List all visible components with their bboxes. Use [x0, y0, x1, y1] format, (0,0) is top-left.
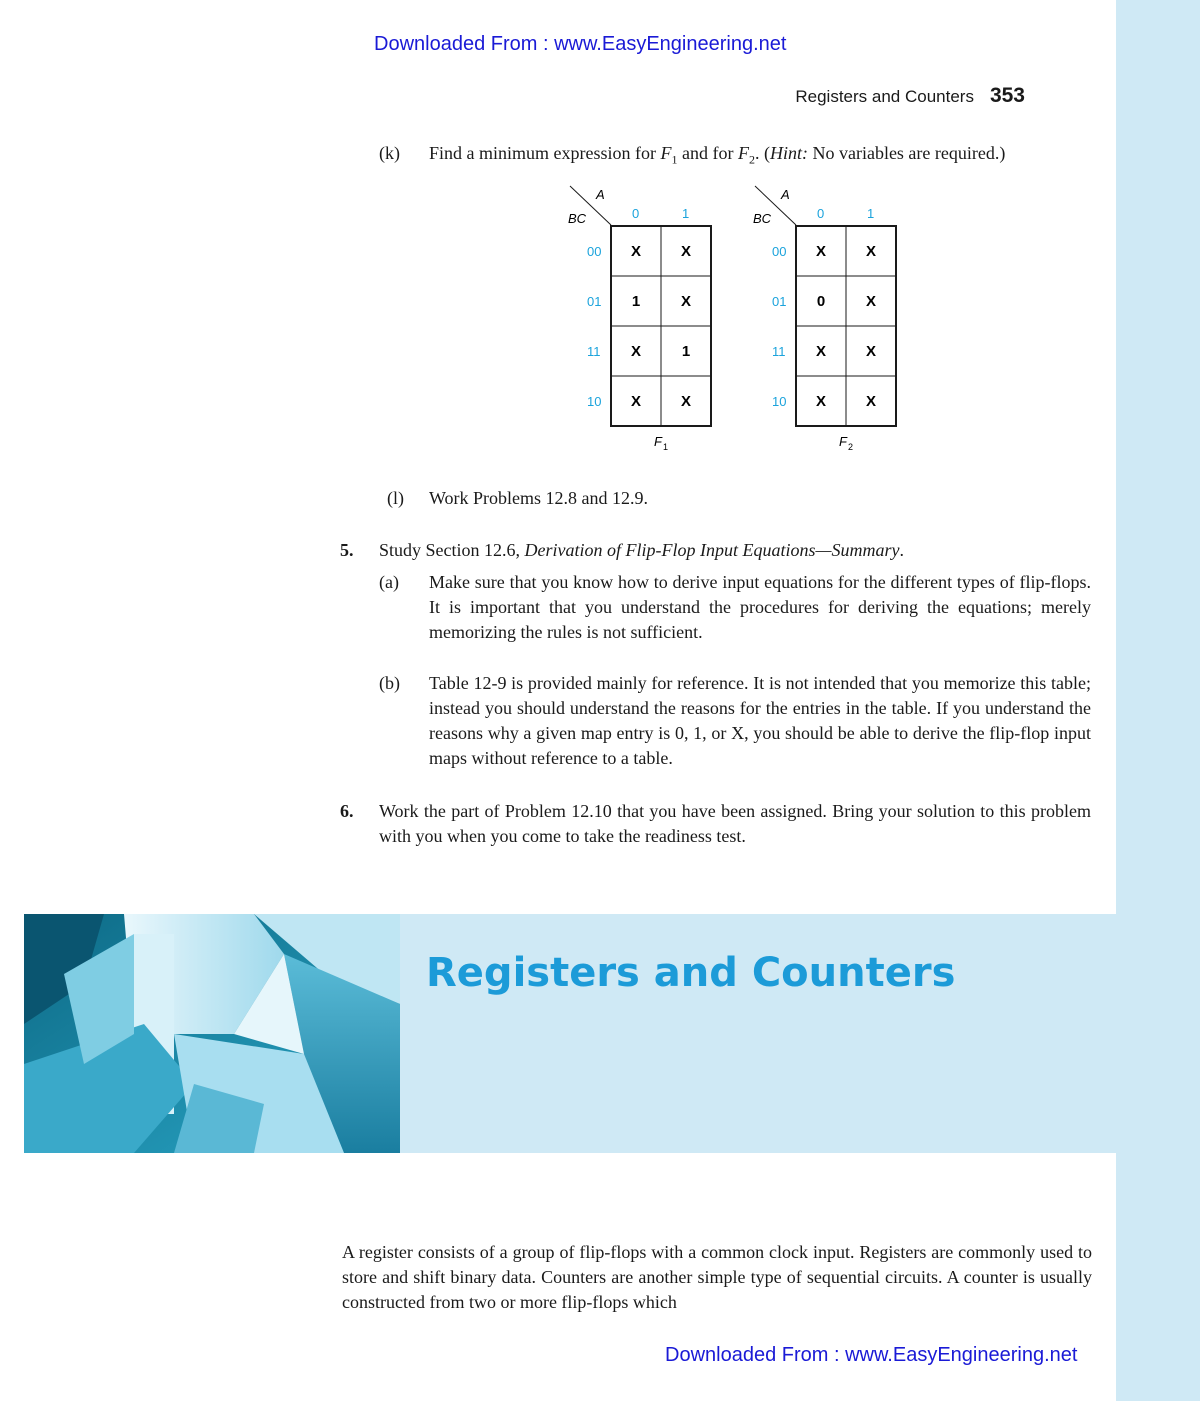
- kmap-f1-cell: X: [680, 393, 692, 410]
- kmap-f1: [568, 186, 711, 452]
- kmap-f1-row-10: 10: [587, 394, 602, 409]
- kmap-f2-row-01: 01: [772, 294, 787, 309]
- kmap-f2-cell: X: [865, 343, 877, 360]
- kmap-f1-col-var: A: [596, 187, 605, 202]
- chapter-art-graphic: [24, 914, 400, 1153]
- intro-paragraph: A register consists of a group of flip-flops with a common clock input. Registers are commonly used to store and shift binary data. Counters are another simple type of sequential circuits. A counter is usually constructed from two or more flip-flops which: [342, 1242, 1092, 1312]
- kmap-f1-cell: X: [630, 243, 642, 260]
- running-head: [795, 84, 1025, 108]
- kmap-f1-name-sub: 1: [663, 442, 669, 452]
- item-5b-text: Table 12-9 is provided mainly for reference. It is not intended that you memorize this table; instead you should understand the reasons for the entries in the table. If you understand the reasons why a given map entry is 0, 1, or X, you should be able to derive the flip-flop input maps without reference to a table.: [429, 673, 1091, 768]
- kmap-f2-cell: X: [865, 293, 877, 310]
- item-5-number: 5.: [340, 540, 354, 560]
- kmap-f2-cell: X: [865, 243, 877, 260]
- kmap-f1-name: F: [654, 434, 662, 449]
- item-5-text: Study Section 12.6, Derivation of Flip-Flop Input Equations—Summary.: [379, 540, 904, 560]
- item-5a-text: Make sure that you know how to derive input equations for the different types of flip-flops. It is important that you understand the procedures for deriving the equations; merely memorizing the rules is not sufficient.: [429, 572, 1091, 642]
- chapter-art: [24, 914, 400, 1153]
- kmap-f2-cell: X: [815, 393, 827, 410]
- kmap-f2-col-0: 0: [817, 206, 825, 221]
- kmap-f2-cell: X: [815, 243, 827, 260]
- chapter-title: Registers and Counters: [426, 950, 956, 996]
- kmap-f2-row-10: 10: [772, 394, 787, 409]
- kmap-f2-cell: X: [865, 393, 877, 410]
- kmap-f1-cell: 1: [681, 343, 691, 360]
- kmap-f2-row-00: 00: [772, 244, 787, 259]
- item-6-text: Work the part of Problem 12.10 that you have been assigned. Bring your solution to this problem with you when you come to take the readiness test.: [379, 801, 1091, 846]
- kmap-f2-row-var: BC: [753, 211, 772, 226]
- item-6-number: 6.: [340, 801, 354, 821]
- kmap-f1-cell: X: [680, 243, 692, 260]
- page-number: 353: [989, 84, 1025, 107]
- item-6: [340, 799, 1100, 859]
- kmap-f1-row-01: 01: [587, 294, 602, 309]
- kmap-f2-cell: 0: [816, 293, 826, 310]
- kmaps-figure: [540, 180, 920, 460]
- section-title: Derivation of Flip-Flop Input Equations—Summary: [524, 540, 900, 560]
- kmap-f2-cell: X: [815, 343, 827, 360]
- item-k: [379, 141, 1099, 167]
- footer-download-link[interactable]: Downloaded From : www.EasyEngineering.net: [665, 1344, 1078, 1366]
- item-5a-label: (a): [379, 572, 399, 592]
- kmap-f2: [753, 186, 896, 452]
- item-l-label: (l): [387, 488, 404, 508]
- kmap-f1-cell: 1: [631, 293, 641, 310]
- item-l: [379, 486, 1099, 512]
- item-k-label: (k): [379, 143, 400, 163]
- kmap-f1-row-var: BC: [568, 211, 587, 226]
- kmap-f1-row-00: 00: [587, 244, 602, 259]
- kmap-f2-name: F: [839, 434, 847, 449]
- kmap-f1-cell: X: [680, 293, 692, 310]
- item-l-text: Work Problems 12.8 and 12.9.: [429, 488, 649, 508]
- kmap-f1-cell: X: [630, 343, 642, 360]
- kmap-f1-cell: X: [630, 393, 642, 410]
- kmap-f1-col-0: 0: [632, 206, 640, 221]
- header-download-link[interactable]: Downloaded From : www.EasyEngineering.net: [374, 33, 787, 55]
- kmap-f2-row-11: 11: [772, 344, 786, 359]
- kmap-f1-col-1: 1: [682, 206, 690, 221]
- running-title: Registers and Counters: [795, 87, 974, 106]
- kmap-f2-col-var: A: [781, 187, 790, 202]
- kmap-f1-row-11: 11: [587, 344, 601, 359]
- kmap-f2-name-sub: 2: [848, 442, 854, 452]
- side-color-band: [1116, 0, 1200, 1401]
- item-5: [340, 538, 1100, 768]
- kmap-f2-col-1: 1: [867, 206, 875, 221]
- item-5b-label: (b): [379, 673, 400, 693]
- item-k-text: Find a minimum expression for $F_1$ and for $F_2$. (Hint: No variables are required.): [429, 143, 1006, 167]
